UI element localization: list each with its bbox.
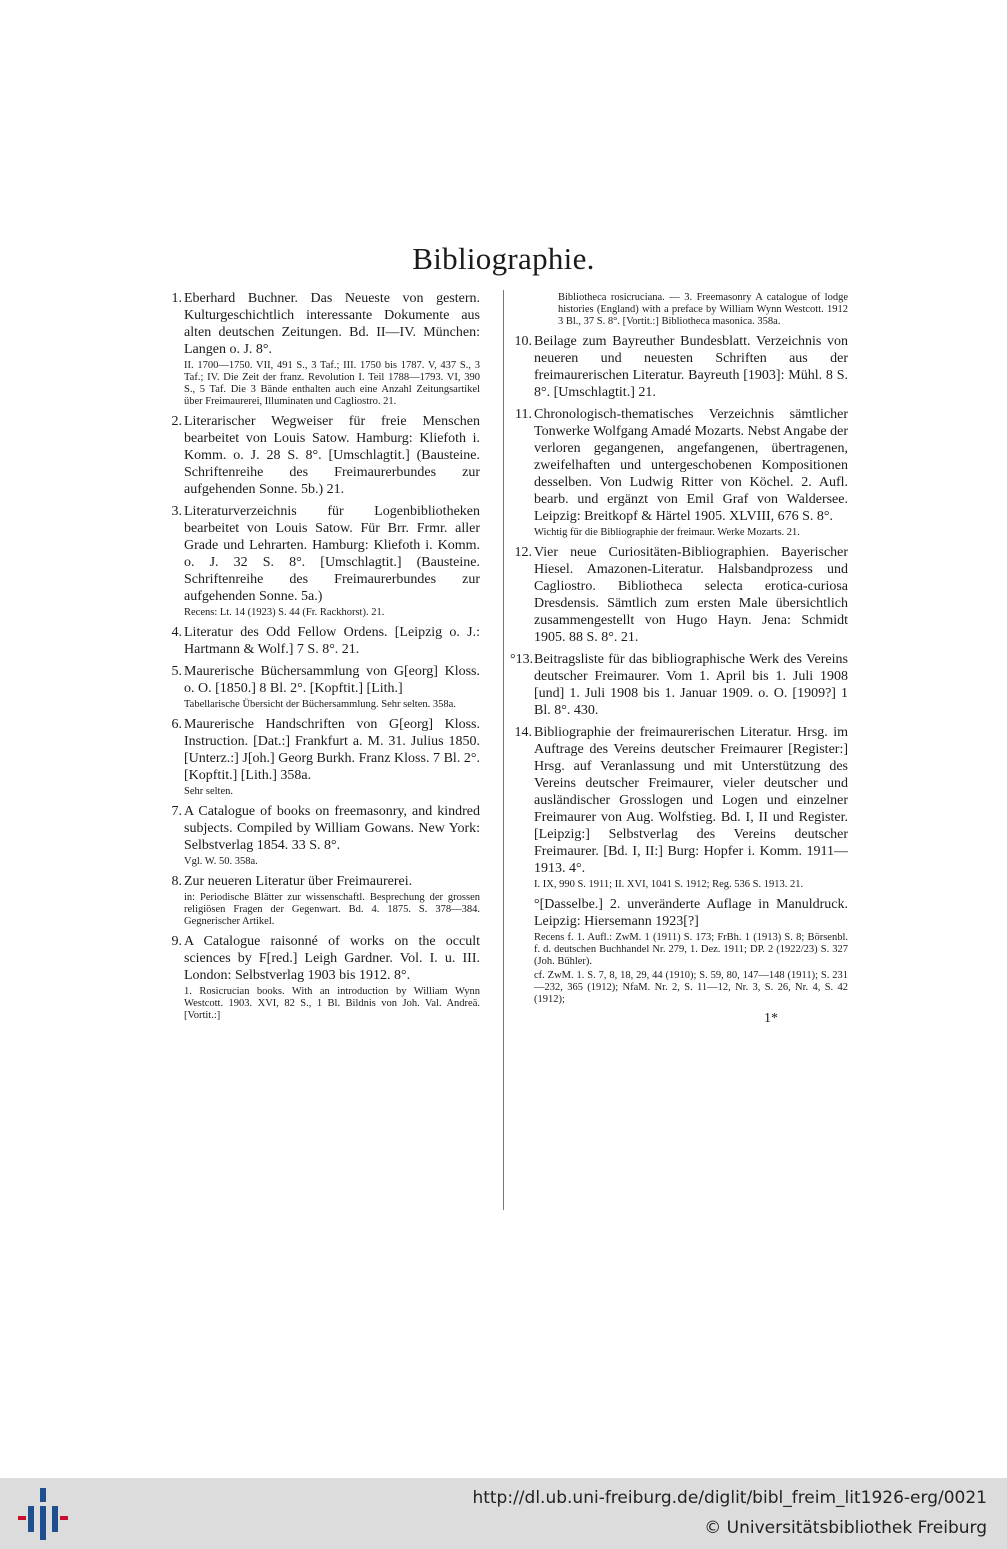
entry-note: Wichtig für die Bibliographie der freimaur. Werke Mozarts. 21.	[534, 527, 800, 538]
entry-number: 1.	[171, 291, 182, 306]
entry-note: II. 1700—1750. VII, 491 S., 3 Taf.; III. 1750 bis 1787. V, 437 S., 3 Taf.; IV. Die Zeit der franz. Revolution I. Teil 1788—1793. VI, 390 S., 5 Taf. Die 3 Bände enthalten auch eine Anzahl Zeitungsartikel über Freimaurerei, Illuminaten und Cagliostro. 21.	[184, 360, 480, 407]
entry-number: °13.	[510, 652, 534, 667]
entry-note: cf. ZwM. 1. S. 7, 8, 18, 29, 44 (1910); S. 59, 80, 147—148 (1911); S. 231—232, 365 (1912); NfaM. Nr. 2, S. 11—12, Nr. 3, S. 26, Nr. 4, S. 42 (1912);	[534, 970, 848, 1005]
bibliography-entry	[160, 873, 480, 928]
entry-number: 4.	[171, 625, 182, 640]
entry-text: Maurerische Handschriften von G[eorg] Kloss. Instruction. [Dat.:] Frankfurt a. M. 31. Julius 1850. [Unterz.:] J[oh.] Georg Burkh. Franz Kloss. 7 Bl. 2°. [Kopftit.] [Lith.] 358a.	[184, 717, 480, 783]
entry-14-reprint	[510, 896, 848, 1006]
entry-note: Vgl. W. 50. 358a.	[184, 856, 258, 867]
ub-freiburg-logo-icon	[18, 1486, 68, 1542]
entry-note: Bibliotheca rosicruciana. — 3. Freemasonry A catalogue of lodge histories (England) with a preface by William Wynn Westcott. 1912 3 Bl., 37 S. 8°. [Vortit.:] Bibliotheca masonica. 358a.	[558, 292, 848, 327]
entry-text: °[Dasselbe.] 2. unveränderte Auflage in Manuldruck. Leipzig: Hiersemann 1923[?]	[534, 897, 848, 929]
entry-text: Zur neueren Literatur über Freimaurerei.	[184, 874, 413, 889]
bibliography-entry	[160, 663, 480, 711]
bibliography-entry	[160, 290, 480, 408]
bibliography-entry	[510, 406, 848, 539]
entry-text: Vier neue Curiositäten-Bibliographien. Bayerischer Hiesel. Amazonen-Literatur. Halsbandprozess und Cagliostro. Bibliotheca selecta erotica-curiosa Dresdensis. Sämtlich zum ersten Male übersichtlich zusammengestellt von Hugo Hayn. Jena: Schmidt 1905. 88 S. 8°. 21.	[534, 545, 848, 645]
copyright-notice: © Universitätsbibliothek Freiburg	[704, 1518, 987, 1538]
bibliography-entry	[510, 651, 848, 719]
entry-text: Bibliographie der freimaurerischen Literatur. Hrsg. im Auftrage des Vereins deutscher Freimaurer [Register:] Hrsg. auf Veranlassung und mit Unterstützung des Vereins deutscher Freimaurer, vieler deutscher und ausländischer Grosslogen und Logen und einzelner Freimaurer von Aug. Wolfstieg. Bd. I, II und Register. [Leipzig:] Selbstverlag des Vereins deutscher Freimaurer. [Bd. I, II:] Burg: Hopfer i. Komm. 1911—1913. 4°.	[534, 725, 848, 876]
bibliography-entry	[160, 413, 480, 498]
left-column	[160, 290, 480, 1027]
entry-text: Chronologisch-thematisches Verzeichnis sämtlicher Tonwerke Wolfgang Amadé Mozarts. Nebst Angabe der verloren gegangenen, angefangenen, übertragenen, zweifelhaften und untergeschobenen Kompositionen desselben. Von Ludwig Ritter von Köchel. 2. Aufl. bearb. und ergänzt von Emil Graf von Waldersee. Leipzig: Breitkopf & Härtel 1905. XLVIII, 676 S. 8°.	[534, 407, 848, 524]
entry-number: 6.	[171, 717, 182, 732]
entry-9-continuation	[510, 292, 848, 328]
entry-text: Literatur des Odd Fellow Ordens. [Leipzig o. J.: Hartmann & Wolf.] 7 S. 8°. 21.	[184, 625, 480, 657]
entry-note: Sehr selten.	[184, 786, 233, 797]
source-url[interactable]: http://dl.ub.uni-freiburg.de/diglit/bibl_freim_lit1926-erg/0021	[472, 1488, 987, 1508]
entry-text: Eberhard Buchner. Das Neueste von gestern. Kulturgeschichtlich interessante Dokumente aus alten deutschen Zeitungen. Bd. II—IV. München: Langen o. J. 8°.	[184, 291, 480, 357]
entry-number: 8.	[171, 874, 182, 889]
entry-text: A Catalogue of books on freemasonry, and kindred subjects. Compiled by William Gowans. New York: Selbstverlag 1854. 33 S. 8°.	[184, 804, 480, 853]
entry-number: 3.	[171, 504, 182, 519]
entry-text: Beitragsliste für das bibliographische Werk des Vereins deutscher Freimaurer. Vom 1. April bis 1. Juli 1908 [und] 1. Juli 1908 bis 1. Januar 1909. o. O. [1909?] 1 Bl. 8°. 430.	[534, 652, 848, 718]
entry-note: in: Periodische Blätter zur wissenschaftl. Besprechung der grossen religiösen Fragen der Gegenwart. Bd. 4. 1875. S. 378—384. Gegnerischer Artikel.	[184, 892, 480, 927]
entry-text: Beilage zum Bayreuther Bundesblatt. Verzeichnis von neueren und neuesten Schriften aus der freimaurerischen Literatur. Bayreuth [1903]: Mühl. 8 S. 8°. [Umschlagtit.] 21.	[534, 334, 848, 400]
footer-bar	[0, 1478, 1007, 1549]
bibliography-entry	[160, 624, 480, 658]
page-signature: 1*	[764, 1011, 778, 1026]
bibliography-entry	[160, 803, 480, 868]
entry-text: Maurerische Büchersammlung von G[eorg] Kloss. o. O. [1850.] 8 Bl. 2°. [Kopftit.] [Lith.]	[184, 664, 480, 696]
entry-note: Recens: Lt. 14 (1923) S. 44 (Fr. Rackhorst). 21.	[184, 607, 385, 618]
entry-number: 14.	[514, 725, 532, 740]
entry-number: 10.	[514, 334, 532, 349]
entry-number: 7.	[171, 804, 182, 819]
bibliography-entry	[160, 503, 480, 619]
bibliography-entry	[160, 933, 480, 1022]
entry-text: Literarischer Wegweiser für freie Menschen bearbeitet von Louis Satow. Hamburg: Kliefoth i. Komm. o. J. 28 S. 8°. [Umschlagtit.] (Bausteine. Schriftenreihe des Freimaurerbundes zur aufgehenden Sonne. 5b.) 21.	[184, 414, 480, 497]
entry-number: 11.	[515, 407, 532, 422]
bibliography-entry	[510, 544, 848, 646]
entry-note: Recens f. 1. Aufl.: ZwM. 1 (1911) S. 173; FrBh. 1 (1913) S. 8; Börsenbl. f. d. deutschen Buchhandel Nr. 279, 1. Dez. 1911; DP. 2 (1922/23) S. 327 (Joh. Bühler).	[534, 932, 848, 967]
entry-note: 1. Rosicrucian books. With an introduction by William Wynn Westcott. 1903. XVI, 82 S., 1 Bl. Bildnis von Joh. Val. Andreä. [Vortit.:]	[184, 986, 480, 1021]
entry-text: Literaturverzeichnis für Logenbibliotheken bearbeitet von Louis Satow. Für Brr. Frmr. aller Grade und Lehrarten. Hamburg: Kliefoth i. Komm. o. J. 32 S. 8°. [Umschlagtit.] (Bausteine. Schriftenreihe des Freimaurerbundes zur aufgehenden Sonne. 5a.)	[184, 504, 480, 604]
column-divider	[503, 290, 504, 1210]
entry-number: 5.	[171, 664, 182, 679]
bibliography-entry	[510, 724, 848, 891]
entry-number: 9.	[171, 934, 182, 949]
entry-note: I. IX, 990 S. 1911; II. XVI, 1041 S. 1912; Reg. 536 S. 1913. 21.	[534, 879, 804, 890]
bibliography-entry	[510, 333, 848, 401]
entry-number: 12.	[514, 545, 532, 560]
bibliography-entry	[160, 716, 480, 798]
right-column	[510, 290, 848, 1027]
page-title: Bibliographie.	[412, 241, 595, 276]
entry-number: 2.	[171, 414, 182, 429]
entry-text: A Catalogue raisonné of works on the occult sciences by F[red.] Leigh Gardner. Vol. I. u. III. London: Selbstverlag 1903 bis 1912. 8°.	[184, 934, 480, 983]
entry-note: Tabellarische Übersicht der Büchersammlung. Sehr selten. 358a.	[184, 699, 456, 710]
